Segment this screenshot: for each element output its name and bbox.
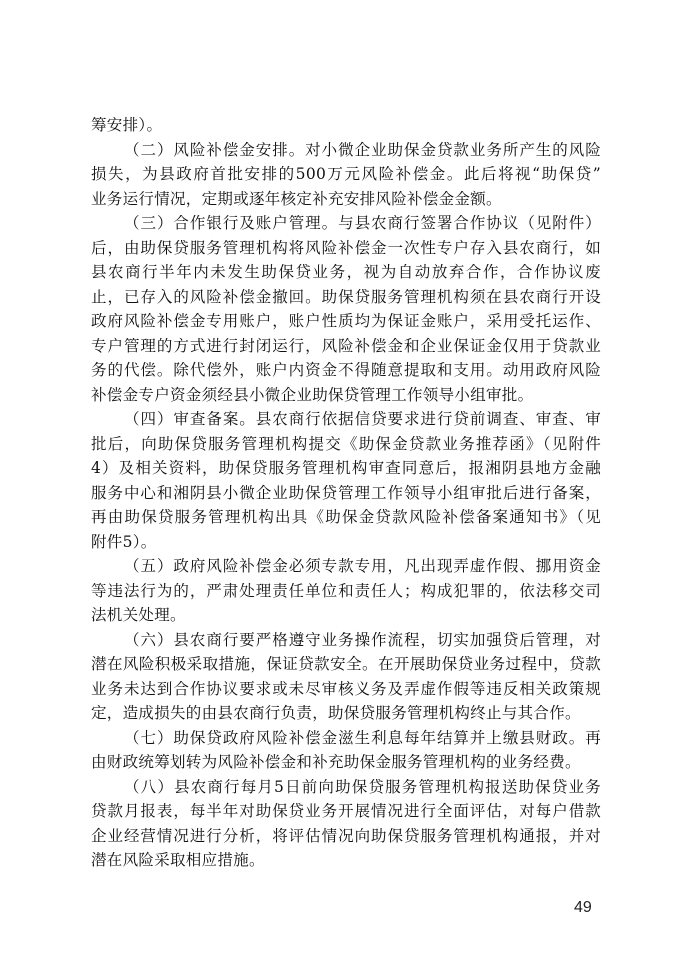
section-5-heading-line: （五）政府风险补偿金必须专款专用，凡出现弄虚作假、挪用资金 bbox=[124, 557, 601, 575]
section-3-line: 补偿金专户资金须经县小微企业助保贷管理工作领导小组审批。 bbox=[91, 385, 534, 404]
section-2-line: 业务运行情况，定期或逐年核定补充安排风险补偿金金额。 bbox=[91, 189, 502, 208]
section-8-line: 贷款月报表，每半年对助保贷业务开展情况进行全面评估，对每户借款 bbox=[91, 802, 601, 820]
section-4-line: 批后，向助保贷服务管理机构提交《助保金贷款业务推荐函》（见附件 bbox=[91, 434, 601, 453]
section-5-line: 法机关处理。 bbox=[91, 606, 186, 624]
page-number: 49 bbox=[574, 899, 592, 916]
section-6-heading-line: （六）县农商行要严格遵守业务操作流程，切实加强贷后管理，对 bbox=[124, 630, 601, 649]
section-4-heading-line: （四）审查备案。县农商行依据信贷要求进行贷前调查、审查、审 bbox=[124, 410, 601, 428]
section-3-line: 县农商行半年内未发生助保贷业务，视为自动放弃合作，合作协议废 bbox=[91, 263, 601, 281]
section-2-heading-line: （二）风险补偿金安排。对小微企业助保金贷款业务所产生的风险 bbox=[124, 140, 601, 159]
section-3-line: 后，由助保贷服务管理机构将风险补偿金一次性专户存入县农商行，如 bbox=[91, 238, 601, 257]
section-3-line: 务的代偿。除代偿外，账户内资金不得随意提取和支用。动用政府风险 bbox=[91, 361, 601, 379]
section-3-line: 专户管理的方式进行封闭运行，风险补偿金和企业保证金仅用于贷款业 bbox=[91, 336, 601, 355]
section-8-line: 潜在风险采取相应措施。 bbox=[91, 851, 265, 869]
section-2-line: 损失，为县政府首批安排的500万元风险补偿金。此后将视“助保贷” bbox=[91, 165, 601, 183]
section-8-line: 企业经营情况进行分析，将评估情况向助保贷服务管理机构通报，并对 bbox=[91, 826, 601, 845]
section-4-line: 再由助保贷服务管理机构出具《助保金贷款风险补偿备案通知书》（见 bbox=[91, 508, 601, 526]
section-3-line: 止，已存入的风险补偿金撤回。助保贷服务管理机构须在县农商行开设 bbox=[91, 287, 601, 306]
section-4-line: 服务中心和湘阴县小微企业助保贷管理工作领导小组审批后进行备案， bbox=[91, 483, 601, 502]
section-3-heading-line: （三）合作银行及账户管理。与县农商行签署合作协议（见附件） bbox=[124, 214, 601, 232]
paragraph-continuation-line: 筹安排）。 bbox=[91, 116, 163, 134]
section-3-line: 政府风险补偿金专用账户，账户性质均为保证金账户，采用受托运作、 bbox=[91, 312, 601, 330]
section-8-heading-line: （八）县农商行每月5日前向助保贷服务管理机构报送助保贷业务 bbox=[124, 777, 601, 796]
section-4-line: 4）及相关资料，助保贷服务管理机构审查同意后，报湘阴县地方金融 bbox=[91, 459, 601, 477]
section-6-line: 定，造成损失的由县农商行负责，助保贷服务管理机构终止与其合作。 bbox=[91, 704, 581, 722]
section-4-line: 附件5）。 bbox=[91, 532, 157, 551]
section-6-line: 潜在风险积极采取措施，保证贷款安全。在开展助保贷业务过程中，贷款 bbox=[91, 655, 601, 673]
section-5-line: 等违法行为的，严肃处理责任单位和责任人；构成犯罪的，依法移交司 bbox=[91, 581, 601, 600]
section-7-heading-line: （七）助保贷政府风险补偿金滋生利息每年结算并上缴县财政。再 bbox=[124, 728, 601, 747]
section-7-line: 由财政统筹划转为风险补偿金和补充助保金服务管理机构的业务经费。 bbox=[91, 753, 581, 771]
section-6-line: 业务未达到合作协议要求或未尽审核义务及弄虚作假等违反相关政策规 bbox=[91, 679, 601, 698]
document-body bbox=[91, 113, 601, 873]
